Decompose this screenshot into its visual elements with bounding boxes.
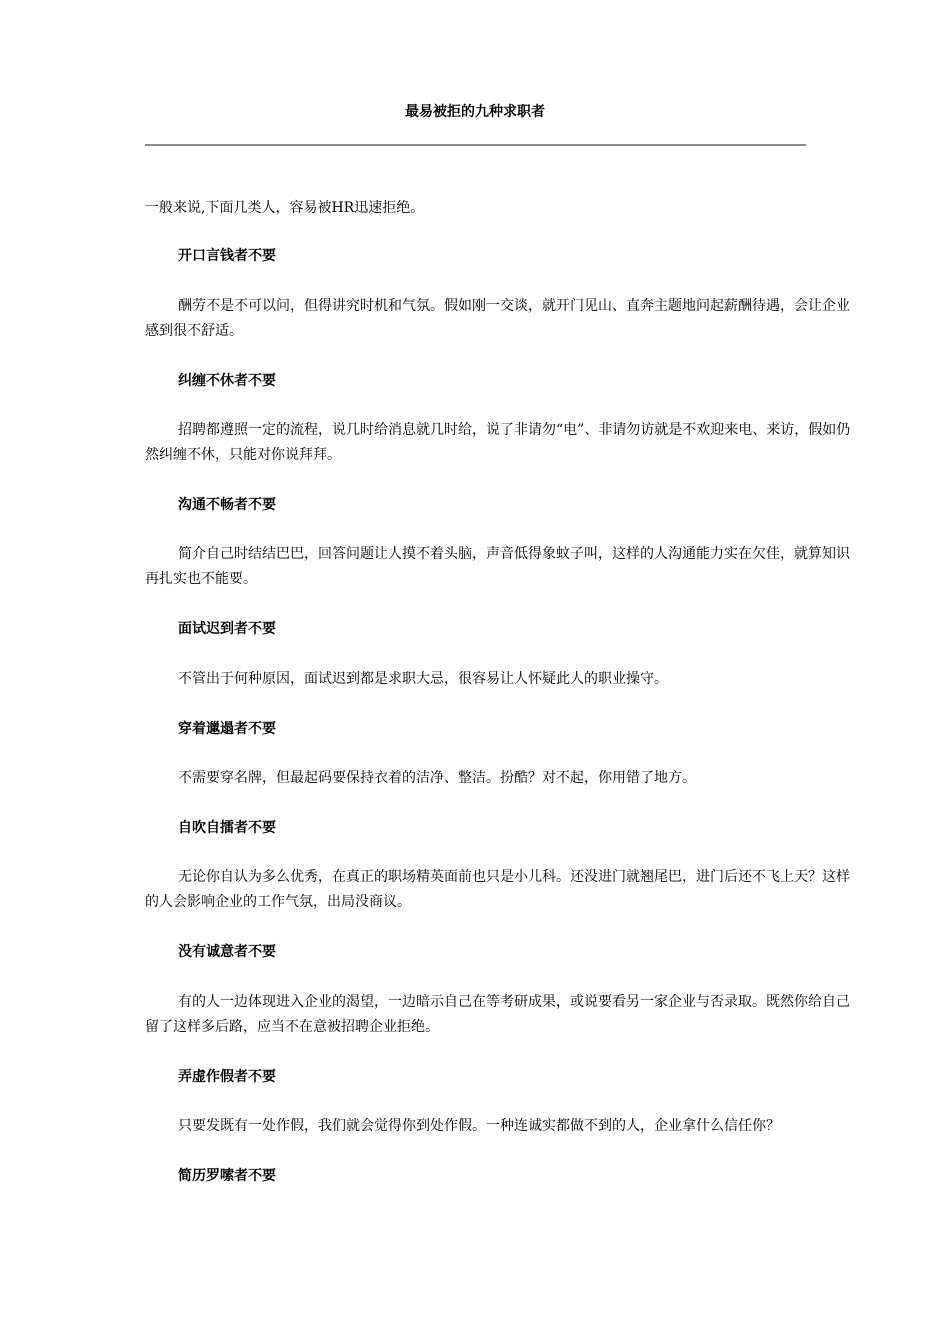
section-body-1: 酬劳不是不可以问，但得讲究时机和气氛。假如刚一交谈，就开门见山、直奔主题地问起薪酬待遇，会让企业感到很不舒适。: [145, 298, 850, 339]
section-body-7: 有的人一边体现进入企业的渴望，一边暗示自己在等考研成果，或说要看另一家企业与否录取。既然你给自己留了这样多后路，应当不在意被招聘企业拒绝。: [145, 994, 850, 1035]
section-heading-7: 没有诚意者不要: [178, 944, 276, 960]
document-title: 最易被拒的九种求职者: [405, 104, 545, 120]
section-body-5: 不需要穿名牌，但最起码要保持衣着的洁净、整洁。扮酷？对不起，你用错了地方。: [178, 770, 696, 786]
section-body-2: 招聘都遵照一定的流程，说几时给消息就几时给，说了非请勿“电”、非请勿访就是不欢迎来电、来访，假如仍然纠缠不休，只能对你说拜拜。: [145, 422, 851, 463]
section-heading-8: 弄虚作假者不要: [178, 1069, 276, 1085]
section-body-6: 无论你自认为多么优秀，在真正的职场精英面前也只是小儿科。还没进门就翘尾巴，进门后还不飞上天？这样的人会影响企业的工作气氛，出局没商议。: [145, 869, 850, 910]
section-heading-4: 面试迟到者不要: [178, 621, 276, 637]
section-body-8: 只要发既有一处作假，我们就会觉得你到处作假。一种连诚实都做不到的人，企业拿什么信任你？: [178, 1118, 780, 1134]
title-divider: [145, 144, 806, 146]
section-heading-6: 自吹自擂者不要: [178, 820, 276, 836]
section-body-3: 简介自己时结结巴巴，回答问题让人摸不着头脑，声音低得象蚊子叫，这样的人沟通能力实在欠佳，就算知识再扎实也不能要。: [145, 546, 850, 587]
section-heading-3: 沟通不畅者不要: [178, 497, 276, 513]
section-body-4: 不管出于何种原因，面试迟到都是求职大忌，很容易让人怀疑此人的职业操守。: [178, 671, 668, 687]
intro-paragraph: 一般来说,下面几类人，容易被HR迅速拒绝。: [145, 200, 425, 216]
section-heading-2: 纠缠不休者不要: [178, 373, 276, 389]
section-heading-9: 简历罗嗦者不要: [178, 1168, 276, 1184]
section-heading-1: 开口言钱者不要: [178, 248, 276, 264]
section-heading-5: 穿着邋遢者不要: [178, 721, 276, 737]
